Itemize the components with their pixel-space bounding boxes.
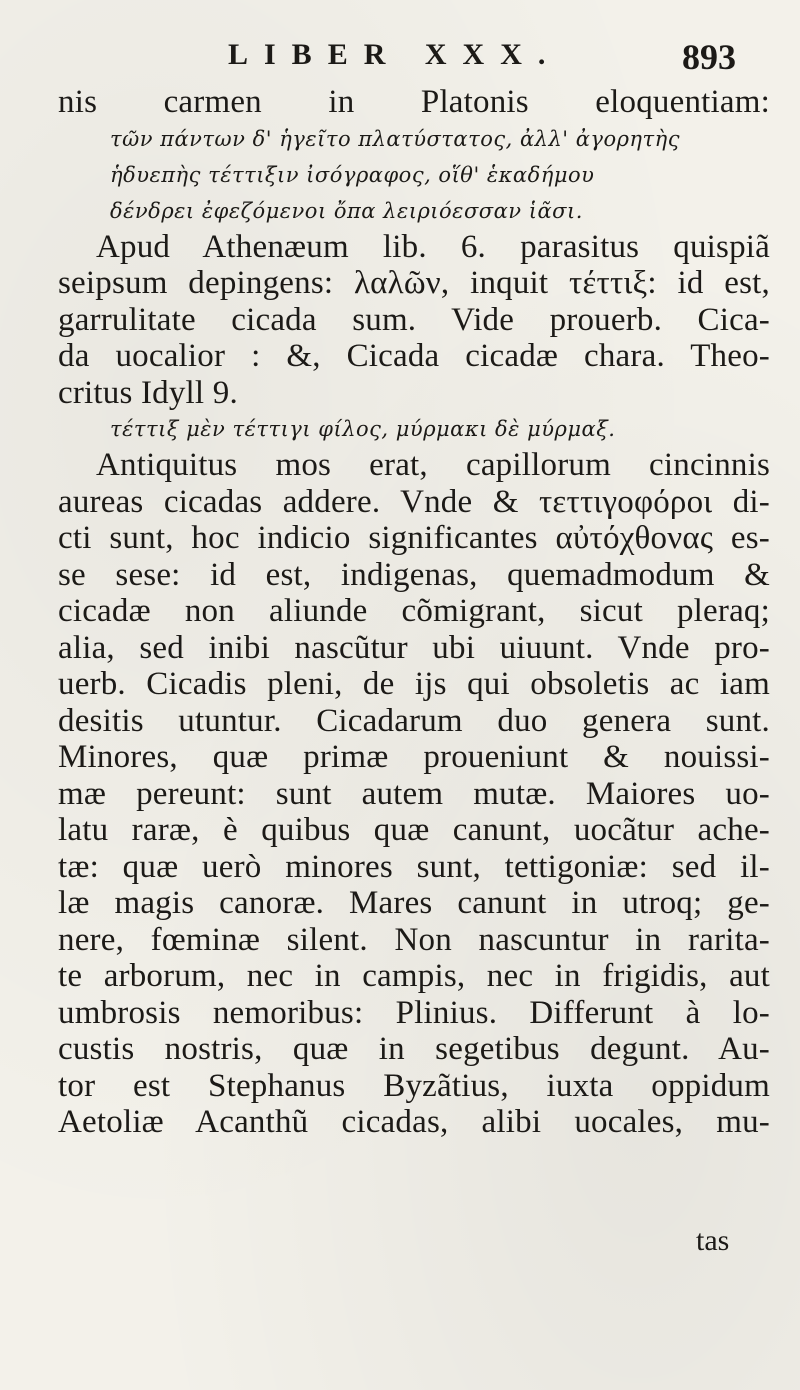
text-line: Minores, quæ primæ proueniunt & nouissi- — [58, 739, 770, 775]
text-line: Aetoliæ Acanthũ cicadas, alibi uocales, mu- — [58, 1104, 770, 1140]
greek-verse-line: ἡδυεπὴς τέττιξιν ἰσόγραφος, οἵθ' ἑκαδήμου — [110, 162, 595, 187]
text-line: cicadæ non aliunde cõmigrant, sicut pleraq; — [58, 593, 770, 629]
text-line: læ magis canoræ. Mares canunt in utroq; ge- — [58, 885, 770, 921]
catchword: tas — [696, 1224, 730, 1257]
text-line: te arborum, nec in campis, nec in frigidis, aut — [58, 958, 770, 994]
text-line: uerb. Cicadis pleni, de ijs qui obsoletis ac iam — [58, 666, 770, 702]
text-line: custis nostris, quæ in segetibus degunt. Au- — [58, 1031, 770, 1067]
page-number: 893 — [682, 37, 736, 77]
text-line: se sese: id est, indigenas, quemadmodum & — [58, 556, 770, 593]
text-line: Antiquitus mos erat, capillorum cincinnis — [96, 447, 770, 483]
greek-verse-line: δένδρει ἐφεζόμενοι ὄπα λειριόεσσαν ἱᾶσι. — [110, 198, 583, 223]
text-line: critus Idyll 9. — [58, 374, 238, 411]
text-line: da uocalior : &, Cicada cicadæ chara. Theo- — [58, 338, 770, 374]
text-line: alia, sed inibi nascũtur ubi uiuunt. Vnde pro- — [58, 629, 770, 666]
greek-verse-line: τῶν πάντων δ' ἡγεῖτο πλατύστατος, ἀλλ' ἀγορητὴς — [110, 126, 680, 151]
text-line: nere, fœminæ silent. Non nascuntur in rarita- — [58, 921, 770, 958]
text-line: tæ: quæ uerò minores sunt, tettigoniæ: sed il- — [58, 848, 770, 885]
text-line: umbrosis nemoribus: Plinius. Differunt à lo- — [58, 994, 770, 1031]
body-text — [58, 84, 770, 1141]
greek-verse-line: τέττιξ μὲν τέττιγι φίλος, μύρμακι δὲ μύρμαξ. — [110, 417, 616, 441]
text-line: tor est Stephanus Byzãtius, iuxta oppidum — [58, 1067, 770, 1104]
text-line: garrulitate cicada sum. Vide prouerb. Cica- — [58, 301, 770, 338]
text-line: latu raræ, è quibus quæ canunt, uocãtur ache- — [58, 812, 770, 848]
text-line: cti sunt, hoc indicio significantes αὐτόχθονας es- — [58, 520, 770, 556]
text-line: seipsum depingens: λαλῶν, inquit τέττιξ: id est, — [58, 265, 770, 301]
page-header — [0, 36, 800, 84]
text-line: nis carmen in Platonis eloquentiam: — [58, 84, 770, 120]
text-line: desitis utuntur. Cicadarum duo genera sunt. — [58, 702, 770, 739]
running-head: LIBER XXX. — [228, 38, 562, 71]
text-line: mæ pereunt: sunt autem mutæ. Maiores uo- — [58, 775, 770, 812]
text-line: Apud Athenæum lib. 6. parasitus quispiã — [96, 228, 770, 265]
text-line: aureas cicadas addere. Vnde & τεττιγοφόροι di- — [58, 483, 770, 520]
